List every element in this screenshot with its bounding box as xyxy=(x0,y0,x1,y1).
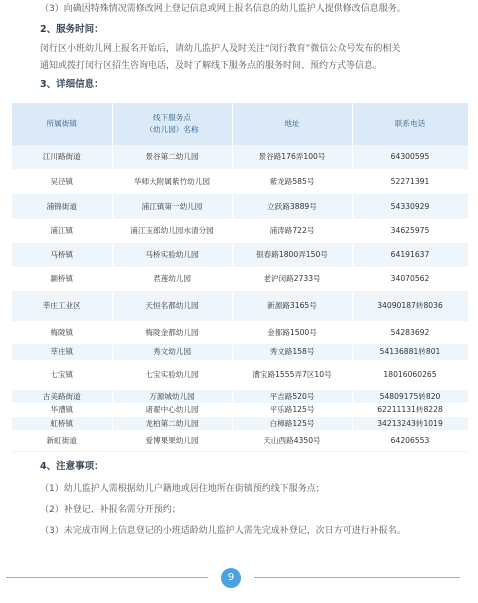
cell-phone: 54809175转820 xyxy=(352,390,468,403)
cell-street: 古美路街道 xyxy=(12,390,112,403)
cell-street: 梅陇镇 xyxy=(12,321,112,344)
cell-phone: 62211131转8228 xyxy=(352,403,468,417)
cell-address: 白樟路125号 xyxy=(232,417,352,430)
table-row xyxy=(12,403,468,417)
cell-site: 诸翟中心幼儿园 xyxy=(112,403,232,417)
service-points-table-container xyxy=(12,103,468,452)
top-note: （3）向确因特殊情况需修改网上登记信息或网上报名信息的幼儿监护人提供修改信息服务。 xyxy=(40,4,406,14)
cell-phone: 64191637 xyxy=(352,243,468,267)
table-row xyxy=(12,169,468,194)
cell-street: 莘庄镇 xyxy=(12,344,112,360)
table-row xyxy=(12,344,468,360)
header-site-line2: （幼儿园）名称 xyxy=(145,125,199,134)
cell-phone: 52271391 xyxy=(352,169,468,194)
cell-address: 景谷路176弄100号 xyxy=(232,145,352,169)
table-row xyxy=(12,267,468,291)
cell-street: 马桥镇 xyxy=(12,243,112,267)
cell-street: 吴泾镇 xyxy=(12,169,112,194)
cell-street: 莘庄工业区 xyxy=(12,291,112,321)
cell-site: 梅陇金都幼儿园 xyxy=(112,321,232,344)
table-row xyxy=(12,243,468,267)
cell-address: 秀文路158号 xyxy=(232,344,352,360)
service-time-text-line2: 通知或拨打闵行区招生咨询电话，及时了解线下服务点的服务时间、预约方式等信息。 xyxy=(40,61,383,71)
header-site-line1: 线下服务点 xyxy=(153,113,191,122)
cell-address: 平吉路520号 xyxy=(232,390,352,403)
section-heading-details: 3、详细信息： xyxy=(40,79,104,90)
cell-site: 君莲幼儿园 xyxy=(112,267,232,291)
cell-phone: 54136881转801 xyxy=(352,344,468,360)
cell-street: 江川路街道 xyxy=(12,145,112,169)
table-row xyxy=(12,291,468,321)
table-row xyxy=(12,145,468,169)
cell-address: 天山西路4350号 xyxy=(232,430,352,451)
cell-street: 颛桥镇 xyxy=(12,267,112,291)
cell-phone: 54283692 xyxy=(352,321,468,344)
table-row xyxy=(12,321,468,344)
cell-street: 七宝镇 xyxy=(12,360,112,390)
cell-phone: 18016060265 xyxy=(352,360,468,390)
cell-site: 龙柏第二幼儿园 xyxy=(112,417,232,430)
footer-divider-right xyxy=(254,577,460,578)
cell-phone: 34625975 xyxy=(352,219,468,243)
cell-phone: 34090187转8036 xyxy=(352,291,468,321)
cell-site: 爱博果果幼儿园 xyxy=(112,430,232,451)
header-street: 所属街镇 xyxy=(12,103,112,145)
footer-divider-left xyxy=(6,577,208,578)
cell-phone: 34213243转1019 xyxy=(352,417,468,430)
cell-site: 天恒名都幼儿园 xyxy=(112,291,232,321)
table-row xyxy=(12,219,468,243)
cell-phone: 64300595 xyxy=(352,145,468,169)
cell-street: 华漕镇 xyxy=(12,403,112,417)
page-number-badge: 9 xyxy=(221,568,241,588)
header-site xyxy=(112,103,232,145)
cell-phone: 64206553 xyxy=(352,430,468,451)
section-heading-service-time: 2、服务时间： xyxy=(40,24,104,35)
cell-address: 漕宝路1555弄7区10号 xyxy=(232,360,352,390)
service-time-text-line1: 闵行区小班幼儿网上报名开始后，请幼儿监护人及时关注“闵行教育”微信公众号发布的相关 xyxy=(40,44,401,54)
cell-site: 浦江镇第一幼儿园 xyxy=(112,194,232,219)
cell-site: 景谷第二幼儿园 xyxy=(112,145,232,169)
cell-address: 金都路1500号 xyxy=(232,321,352,344)
table-row xyxy=(12,417,468,430)
cell-street: 虹桥镇 xyxy=(12,417,112,430)
cell-site: 秀文幼儿园 xyxy=(112,344,232,360)
cell-street: 浦锦街道 xyxy=(12,194,112,219)
table-row xyxy=(12,390,468,403)
cell-address: 浦涛路722号 xyxy=(232,219,352,243)
cell-site: 浦江玉郎幼儿园水清分园 xyxy=(112,219,232,243)
cell-address: 立跃路3889号 xyxy=(232,194,352,219)
cell-street: 新虹街道 xyxy=(12,430,112,451)
cell-site: 七宝实验幼儿园 xyxy=(112,360,232,390)
cell-address: 紫龙路585号 xyxy=(232,169,352,194)
cell-site: 马桥实验幼儿园 xyxy=(112,243,232,267)
cell-address: 新源路3165号 xyxy=(232,291,352,321)
section-heading-notes: 4、注意事项： xyxy=(40,461,104,472)
cell-street: 浦江镇 xyxy=(12,219,112,243)
table-row xyxy=(12,360,468,390)
cell-address: 平乐路125号 xyxy=(232,403,352,417)
table-header-row xyxy=(12,103,468,145)
cell-address: 银春路1800弄150号 xyxy=(232,243,352,267)
header-phone: 联系电话 xyxy=(352,103,468,145)
note-item-2: （2）补登记、补报名需分开预约； xyxy=(40,505,181,515)
cell-phone: 34070562 xyxy=(352,267,468,291)
note-item-1: （1）幼儿监护人需根据幼儿户籍地或居住地所在街镇预约线下服务点； xyxy=(40,484,325,494)
table-row xyxy=(12,430,468,451)
cell-site: 万源城幼儿园 xyxy=(112,390,232,403)
cell-site: 华师大附属紫竹幼儿园 xyxy=(112,169,232,194)
cell-address: 老沪闵路2733号 xyxy=(232,267,352,291)
table-row xyxy=(12,194,468,219)
service-points-table xyxy=(12,103,469,452)
header-address: 地址 xyxy=(232,103,352,145)
cell-phone: 54330929 xyxy=(352,194,468,219)
note-item-3: （3）未完成市网上信息登记的小班适龄幼儿监护人需先完成补登记，次日方可进行补报名。 xyxy=(40,526,406,536)
